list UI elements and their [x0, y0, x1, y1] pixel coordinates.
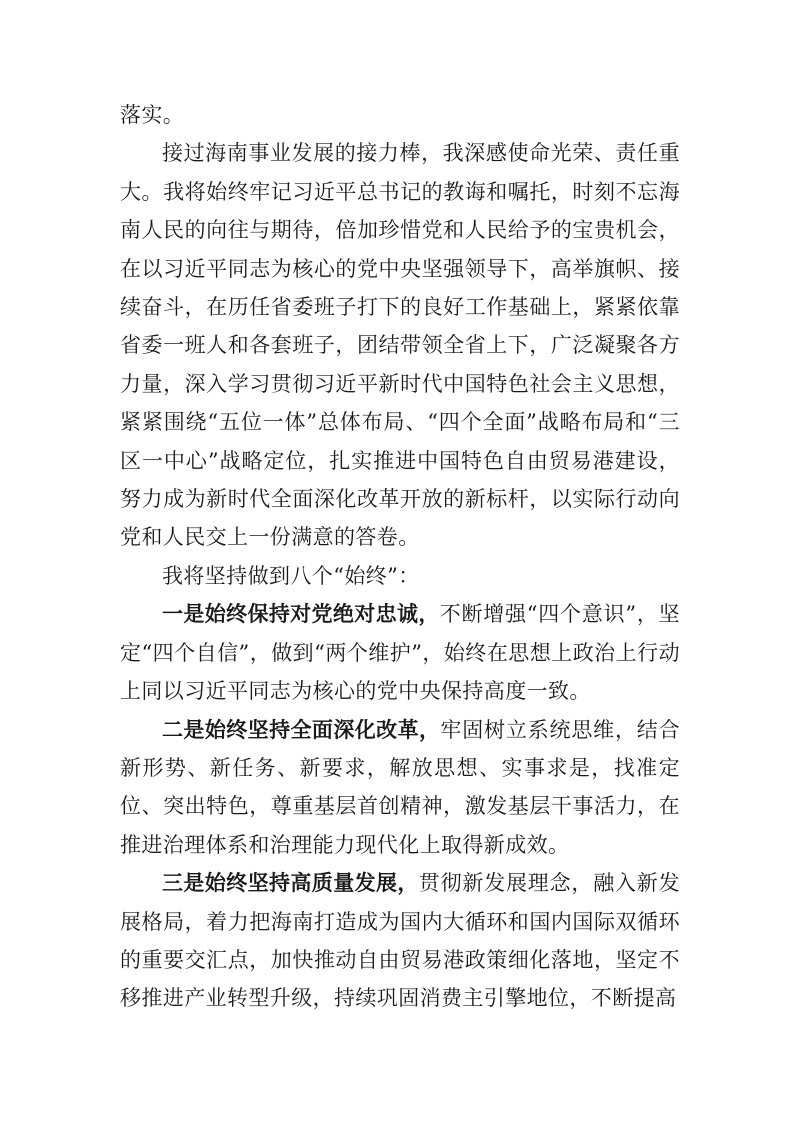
paragraph-1 [120, 96, 680, 134]
paragraph-4-lead: 一是始终保持对党绝对忠诚， [162, 602, 440, 627]
paragraph-2 [120, 134, 680, 556]
paragraph-5-text: 牢固树立系统思维，结合新形势、新任务、新要求，解放思想、实事求是，找准定位、突出特色，尊重基层首创精神，激发基层干事活力，在推进治理体系和治理能力现代化上取得新成效。 [120, 717, 680, 857]
paragraph-4 [120, 595, 680, 710]
paragraph-6 [120, 864, 680, 1018]
paragraph-5 [120, 711, 680, 865]
paragraph-6-text: 贯彻新发展理念，融入新发展格局，着力把海南打造成为国内大循环和国内国际双循环的重要交汇点，加快推动自由贸易港政策细化落地，坚定不移推进产业转型升级，持续巩固消费主引擎地位，不断提高 [120, 871, 680, 1011]
paragraph-3 [120, 557, 680, 595]
document-body [120, 96, 680, 1018]
paragraph-6-lead: 三是始终坚持高质量发展， [162, 871, 419, 896]
paragraph-3-text: 我将坚持做到八个“始终”： [162, 563, 420, 588]
paragraph-4-text: 不断增强“四个意识”，坚定“四个自信”，做到“两个维护”，始终在思想上政治上行动上同以习近平同志为核心的党中央保持高度一致。 [120, 602, 681, 704]
paragraph-2-text: 接过海南事业发展的接力棒，我深感使命光荣、责任重大。我将始终牢记习近平总书记的教诲和嘱托，时刻不忘海南人民的向往与期待，倍加珍惜党和人民给予的宝贵机会，在以习近平同志为核心的党中央坚强领导下，高举旗帜、接续奋斗，在历任省委班子打下的良好工作基础上，紧紧依靠省委一班人和各套班子，团结带领全省上下，广泛凝聚各方力量，深入学习贯彻习近平新时代中国特色社会主义思想，紧紧围绕“五位一体”总体布局、“四个全面”战略布局和“三区一中心”战略定位，扎实推进中国特色自由贸易港建设，努力成为新时代全面深化改革开放的新标杆，以实际行动向党和人民交上一份满意的答卷。 [120, 141, 680, 550]
paragraph-1-text: 落实。 [120, 103, 185, 127]
paragraph-5-lead: 二是始终坚持全面深化改革， [162, 717, 441, 742]
